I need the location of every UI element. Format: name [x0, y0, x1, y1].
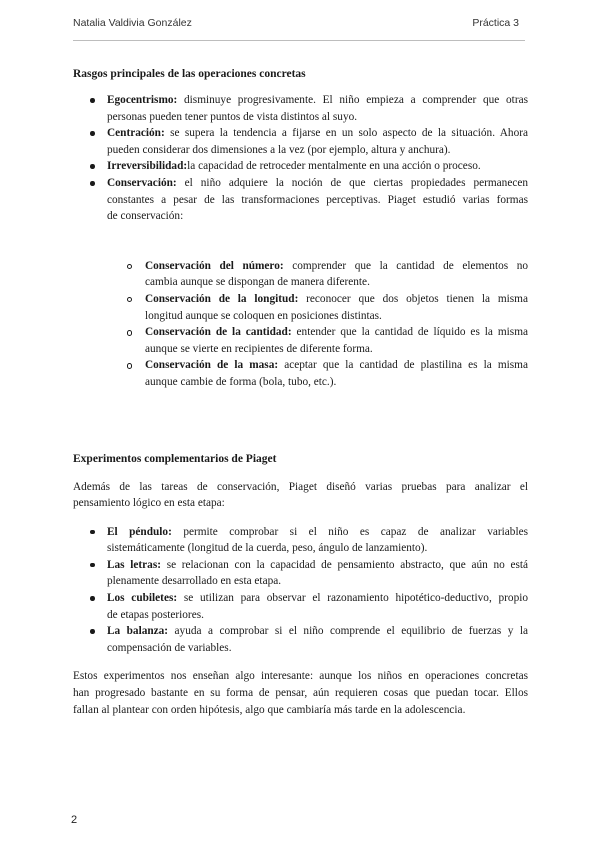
- item-text: se utilizan para observar el razonamiento hipotético-deductivo, propio: [183, 592, 529, 605]
- item-text: se relacionan con la capacidad de pensamiento abstracto, que aún no está: [166, 558, 529, 571]
- item-text: compensación de variables.: [107, 641, 232, 654]
- paragraph-line: Además de las tareas de conservación, Piaget diseñó varias pruebas para analizar el: [73, 480, 528, 493]
- page-body: [73, 66, 528, 718]
- section-title-experiments: Experimentos complementarios de Piaget: [73, 452, 277, 465]
- item-term: Egocentrismo:: [107, 94, 178, 106]
- item-term: Centración:: [107, 127, 165, 140]
- item-term: Conservación de la cantidad:: [145, 326, 292, 339]
- item-text: plenamente desarrollado en esta etapa.: [107, 575, 282, 588]
- item-term: Conservación de la longitud:: [145, 292, 299, 305]
- item-term: Los cubiletes:: [107, 592, 178, 605]
- list-item: [73, 557, 528, 590]
- item-text: sistemáticamente (longitud de la cuerda, peso, ángulo de lanzamiento).: [107, 542, 428, 555]
- intro-paragraph: [73, 479, 528, 512]
- experiments-list: [73, 524, 528, 657]
- list-item: [145, 291, 528, 324]
- item-text: la capacidad de retroceder mentalmente en una acción o proceso.: [187, 160, 481, 173]
- item-text: cambia aunque se dispongan de manera diferente.: [145, 276, 370, 289]
- paragraph-line: han progresado bastante en su forma de pensar, aún requieren cosas que puedan tocar. Ellos: [73, 687, 528, 700]
- section-experiments: [73, 451, 528, 719]
- list-item: [73, 158, 528, 175]
- item-term: Conservación del número:: [145, 259, 284, 272]
- item-text: ayuda a comprobar si el niño comprende el equilibrio de fuerzas y la: [174, 625, 529, 638]
- item-text: aunque cambie de forma (bola, tubo, etc.).: [145, 375, 337, 388]
- item-text: el niño adquiere la noción de que ciertas propiedades permanecen: [184, 176, 529, 189]
- item-term: Las letras:: [107, 558, 161, 571]
- item-term: El péndulo:: [107, 525, 172, 538]
- paragraph-line: pensamiento lógico en esta etapa:: [73, 497, 225, 510]
- header-divider: [73, 40, 525, 41]
- header-practice: Práctica 3: [472, 17, 519, 29]
- item-text: aceptar que la cantidad de plastilina es la misma: [284, 359, 528, 372]
- header-author: Natalia Valdivia González: [73, 17, 192, 29]
- list-item: [73, 524, 528, 557]
- paragraph-line: fallan al plantear con orden hipótesis, algo que cambiaría más tarde en la adolescencia.: [73, 703, 466, 716]
- list-item: [73, 590, 528, 623]
- item-text: de etapas posteriores.: [107, 608, 204, 621]
- item-text: disminuye progresivamente. El niño empieza a comprender que otras: [184, 94, 528, 106]
- item-text: personas pueden tener puntos de vista distintos al suyo.: [107, 110, 358, 123]
- item-text: pueden considerar dos dimensiones a la vez (por ejemplo, altura y anchura).: [107, 143, 451, 156]
- item-term: La balanza:: [107, 625, 169, 638]
- item-text: comprender que la cantidad de elementos no: [292, 259, 528, 272]
- section-title-traits: Rasgos principales de las operaciones concretas: [73, 68, 306, 80]
- item-text: reconocer que dos objetos tienen la misma: [306, 292, 528, 305]
- item-text: permite comprobar si el niño es capaz de analizar variables: [183, 525, 528, 538]
- list-item: [73, 125, 528, 158]
- item-text: de conservación:: [107, 210, 184, 223]
- item-text: entender que la cantidad de líquido es la misma: [296, 326, 528, 339]
- item-term: Irreversibilidad:: [107, 160, 188, 173]
- list-item: [73, 92, 528, 125]
- conservation-sublist: [73, 258, 528, 391]
- list-item: [145, 324, 528, 357]
- list-item: [73, 623, 528, 656]
- traits-list: [73, 92, 528, 225]
- list-item: [145, 357, 528, 390]
- item-text: constantes a pesar de las transformaciones perceptivas. Piaget estudió varias formas: [107, 193, 528, 206]
- item-text: se supera la tendencia a fijarse en un solo aspecto de la situación. Ahora: [170, 127, 528, 140]
- list-item: [73, 175, 528, 225]
- item-text: aunque se vierte en recipientes de diferente forma.: [145, 342, 373, 355]
- item-term: Conservación:: [107, 176, 177, 189]
- item-term: Conservación de la masa:: [145, 359, 279, 372]
- paragraph-line: Estos experimentos nos enseñan algo interesante: aunque los niños en operaciones concretas: [73, 670, 528, 683]
- page-number: 2: [71, 814, 78, 826]
- item-text: longitud aunque se coloquen en posiciones distintas.: [145, 309, 382, 322]
- closing-paragraph: [73, 668, 528, 718]
- list-item: [145, 258, 528, 291]
